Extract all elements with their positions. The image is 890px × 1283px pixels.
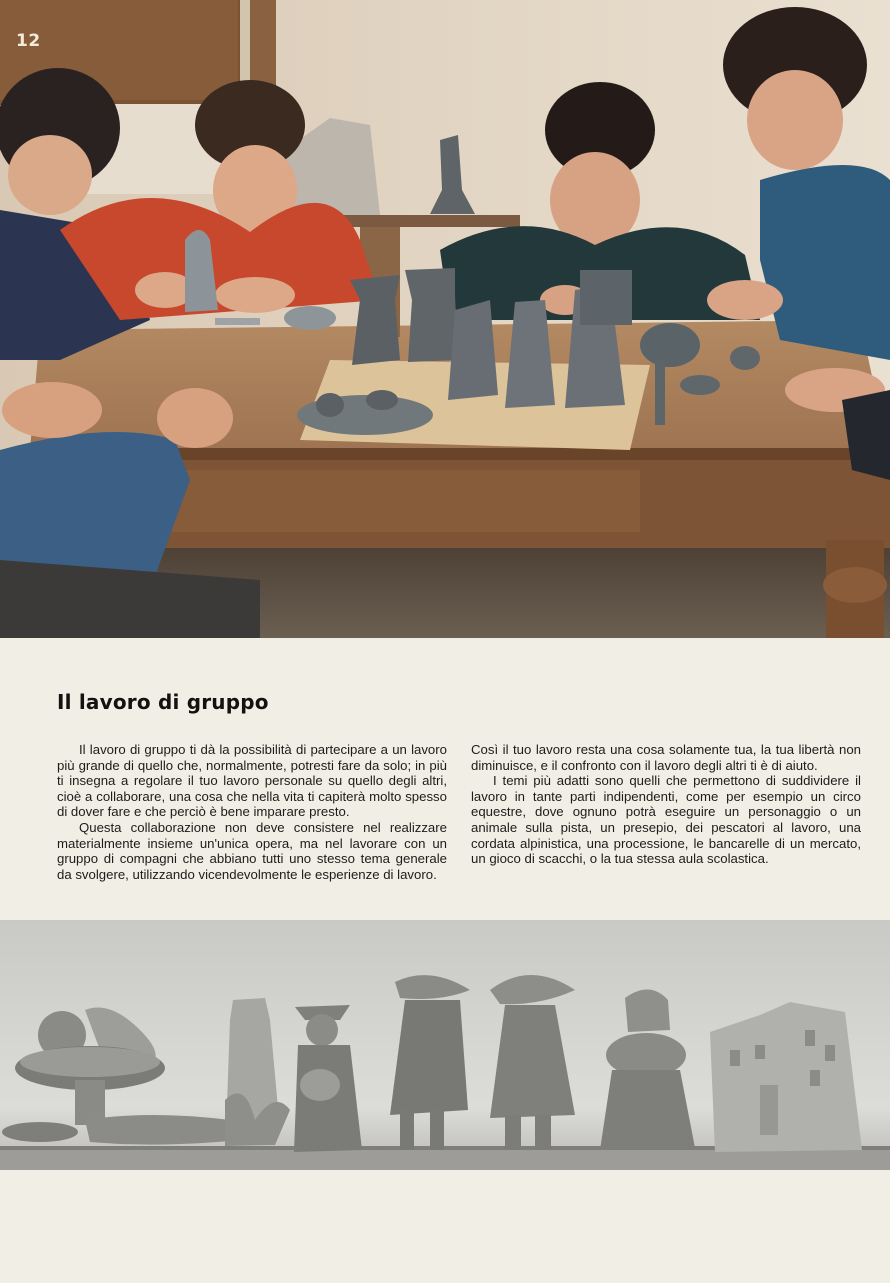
article-heading: Il lavoro di gruppo <box>57 690 269 714</box>
paragraph: Così il tuo lavoro resta una cosa solamente tua, la tua libertà non diminuisce, e il confronto con il lavoro degli altri ti è di aiuto. <box>471 742 861 773</box>
photo-children-modeling-clay-illustration <box>0 0 890 638</box>
paragraph: Questa collaborazione non deve consistere nel realizzare materialmente insieme un'unica opera, ma nel lavorare con un gruppo di compagni che abbiano tutti uno stesso tema generale da svolgere, utilizzando vicendevolmente le esperienze di lavoro. <box>57 819 447 882</box>
article-column-left <box>57 742 447 882</box>
paragraph: I temi più adatti sono quelli che permettono di suddividere il lavoro in tante parti indipendenti, come per esempio un circo equestre, dove ognuno potrà eseguire un personaggio o un animale sulla pista, un presepio, dei pescatori al lavoro, una cordata alpinistica, una processione, le bancarelle di un mercato, un gioco di scacchi, o la tua stessa aula scolastica. <box>471 773 861 867</box>
photo-clay-figurines-illustration <box>0 920 890 1170</box>
page-number: 12 <box>16 31 41 51</box>
photo-clay-figurines-row <box>0 920 890 1170</box>
paragraph: Il lavoro di gruppo ti dà la possibilità di partecipare a un lavoro più grande di quello che, normalmente, potresti fare da solo; in più ti insegna a regolare il tuo lavoro personale su quello degli altri, cioè a collaborare, una cosa che nella vita ti capiterà molto spesso di dover fare e che perciò è bene imparare presto. <box>57 742 447 820</box>
article-column-right <box>471 742 861 867</box>
photo-children-modeling-clay <box>0 0 890 638</box>
